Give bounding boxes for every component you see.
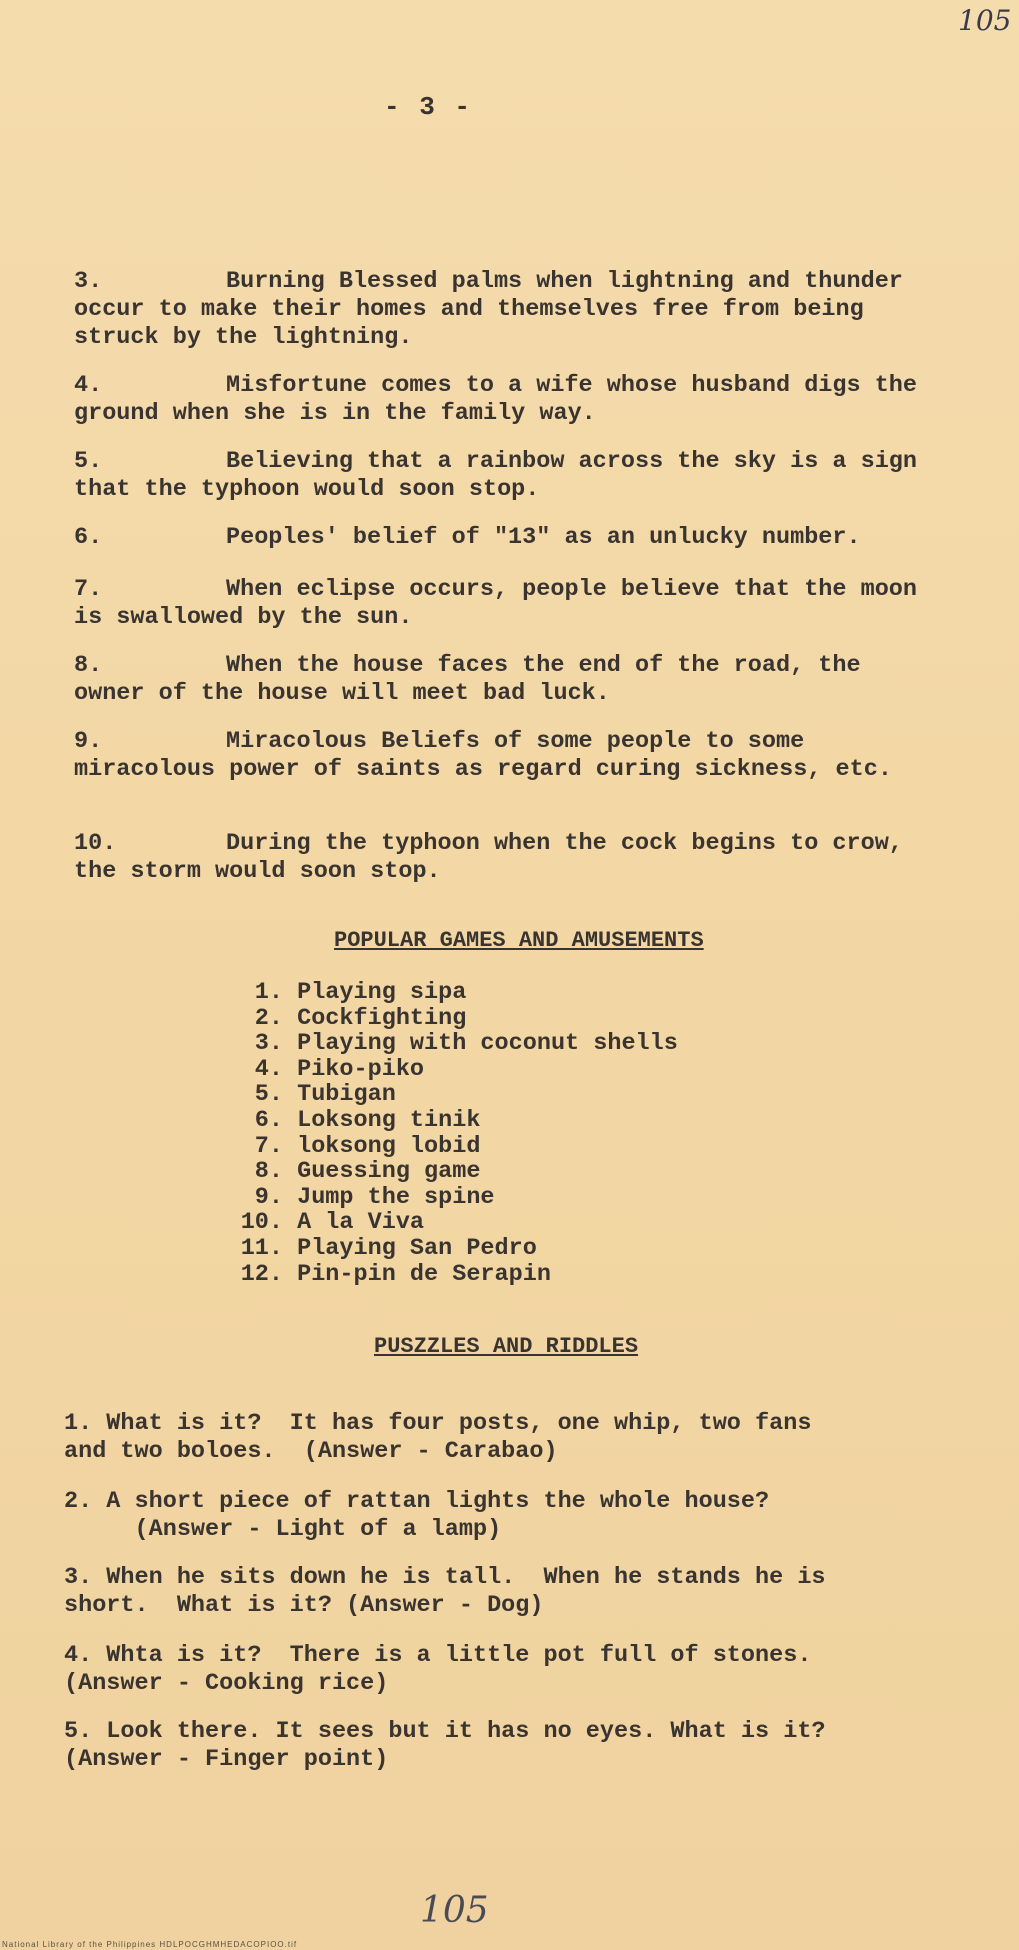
game-item: [215, 1210, 678, 1236]
belief-number: 8.: [74, 652, 103, 679]
game-number: 12.: [240, 1260, 283, 1288]
riddle-item: [64, 1642, 944, 1698]
belief-item: [74, 830, 934, 886]
belief-item: [74, 652, 934, 708]
belief-number: 10.: [74, 830, 117, 857]
riddle-question: 3. When he sits down he is tall. When he stands he is: [64, 1564, 826, 1591]
game-number: 4.: [254, 1055, 283, 1083]
archive-caption: National Library of the Philippines HDLPOCGHMHEDACOPIOO.tif: [2, 1940, 298, 1949]
game-text: Pin-pin de Serapin: [283, 1260, 551, 1288]
riddle-answer: (Answer - Light of a lamp): [64, 1516, 502, 1543]
game-text: Guessing game: [283, 1158, 481, 1186]
game-text: Playing with coconut shells: [283, 1030, 678, 1058]
belief-item: [74, 576, 934, 632]
belief-number: 7.: [74, 576, 103, 603]
game-text: A la Viva: [283, 1209, 425, 1237]
belief-number: 6.: [74, 524, 103, 551]
game-item: [215, 1108, 678, 1134]
belief-text: Believing that a rainbow across the sky is a sign that the typhoon would soon stop.: [74, 448, 932, 503]
games-heading: POPULAR GAMES AND AMUSEMENTS: [334, 928, 704, 953]
belief-item: [74, 372, 934, 428]
belief-text: Burning Blessed palms when lightning and thunder occur to make their homes and themselves free from being struck by the lightning.: [74, 268, 918, 351]
belief-text: When the house faces the end of the road, the owner of the house will meet bad luck.: [74, 652, 875, 707]
riddle-item: [64, 1564, 944, 1620]
game-number: 10.: [240, 1209, 283, 1237]
game-number: 2.: [254, 1004, 283, 1032]
game-number: 7.: [254, 1132, 283, 1160]
belief-number: 9.: [74, 728, 103, 755]
handwritten-page-number: 105: [958, 4, 1012, 37]
riddles-heading: PUSZZLES AND RIDDLES: [374, 1334, 639, 1359]
riddle-item: [64, 1718, 944, 1774]
game-item: [215, 1082, 678, 1108]
game-item: [215, 1057, 678, 1083]
belief-text: Misfortune comes to a wife whose husband digs the ground when she is in the family way.: [74, 372, 932, 427]
belief-item: [74, 448, 934, 504]
belief-number: 4.: [74, 372, 103, 399]
game-item: [215, 1159, 678, 1185]
game-item: [215, 1031, 678, 1057]
riddle-item: [64, 1488, 944, 1544]
game-item: [215, 1185, 678, 1211]
game-text: Cockfighting: [283, 1004, 467, 1032]
game-item: [215, 1006, 678, 1032]
belief-item: [74, 728, 934, 784]
game-number: 8.: [254, 1158, 283, 1186]
game-number: 5.: [254, 1081, 283, 1109]
belief-item: [74, 268, 934, 352]
riddle-answer: (Answer - Finger point): [64, 1746, 389, 1773]
game-text: Tubigan: [283, 1081, 396, 1109]
game-item: [215, 980, 678, 1006]
riddle-question: 4. Whta is it? There is a little pot full of stones.: [64, 1642, 812, 1669]
game-text: Playing San Pedro: [283, 1234, 537, 1262]
riddle-answer: and two boloes. (Answer - Carabao): [64, 1438, 558, 1465]
belief-number: 5.: [74, 448, 103, 475]
page-number: - 3 -: [384, 92, 473, 122]
game-text: Playing sipa: [283, 979, 467, 1006]
riddle-answer: short. What is it? (Answer - Dog): [64, 1592, 544, 1619]
riddle-answer: (Answer - Cooking rice): [64, 1670, 389, 1697]
riddle-item: [64, 1410, 944, 1466]
riddle-question: 5. Look there. It sees but it has no eyes. What is it?: [64, 1718, 826, 1745]
game-text: loksong lobid: [283, 1132, 481, 1160]
belief-text: When eclipse occurs, people believe that the moon is swallowed by the sun.: [74, 576, 932, 631]
game-item: [215, 1236, 678, 1262]
belief-text: Peoples' belief of "13" as an unlucky number.: [226, 524, 861, 551]
game-number: 3.: [254, 1030, 283, 1058]
game-item: [215, 1262, 678, 1288]
belief-text: Miracolous Beliefs of some people to some miracolous power of saints as regard curing sickness, etc.: [74, 728, 892, 783]
handwritten-footer-number: 105: [420, 1890, 489, 1931]
belief-number: 3.: [74, 268, 103, 295]
game-number: 1.: [254, 979, 283, 1006]
belief-item: [74, 524, 934, 552]
games-list: [215, 980, 678, 1287]
game-text: Jump the spine: [283, 1183, 495, 1211]
game-number: 11.: [240, 1234, 283, 1262]
game-item: [215, 1134, 678, 1160]
game-text: Loksong tinik: [283, 1106, 481, 1134]
game-number: 6.: [254, 1106, 283, 1134]
game-number: 9.: [254, 1183, 283, 1211]
game-text: Piko-piko: [283, 1055, 425, 1083]
riddle-question: 1. What is it? It has four posts, one whip, two fans: [64, 1410, 812, 1437]
belief-text: During the typhoon when the cock begins to crow, the storm would soon stop.: [74, 830, 918, 885]
riddle-question: 2. A short piece of rattan lights the whole house?: [64, 1488, 770, 1515]
